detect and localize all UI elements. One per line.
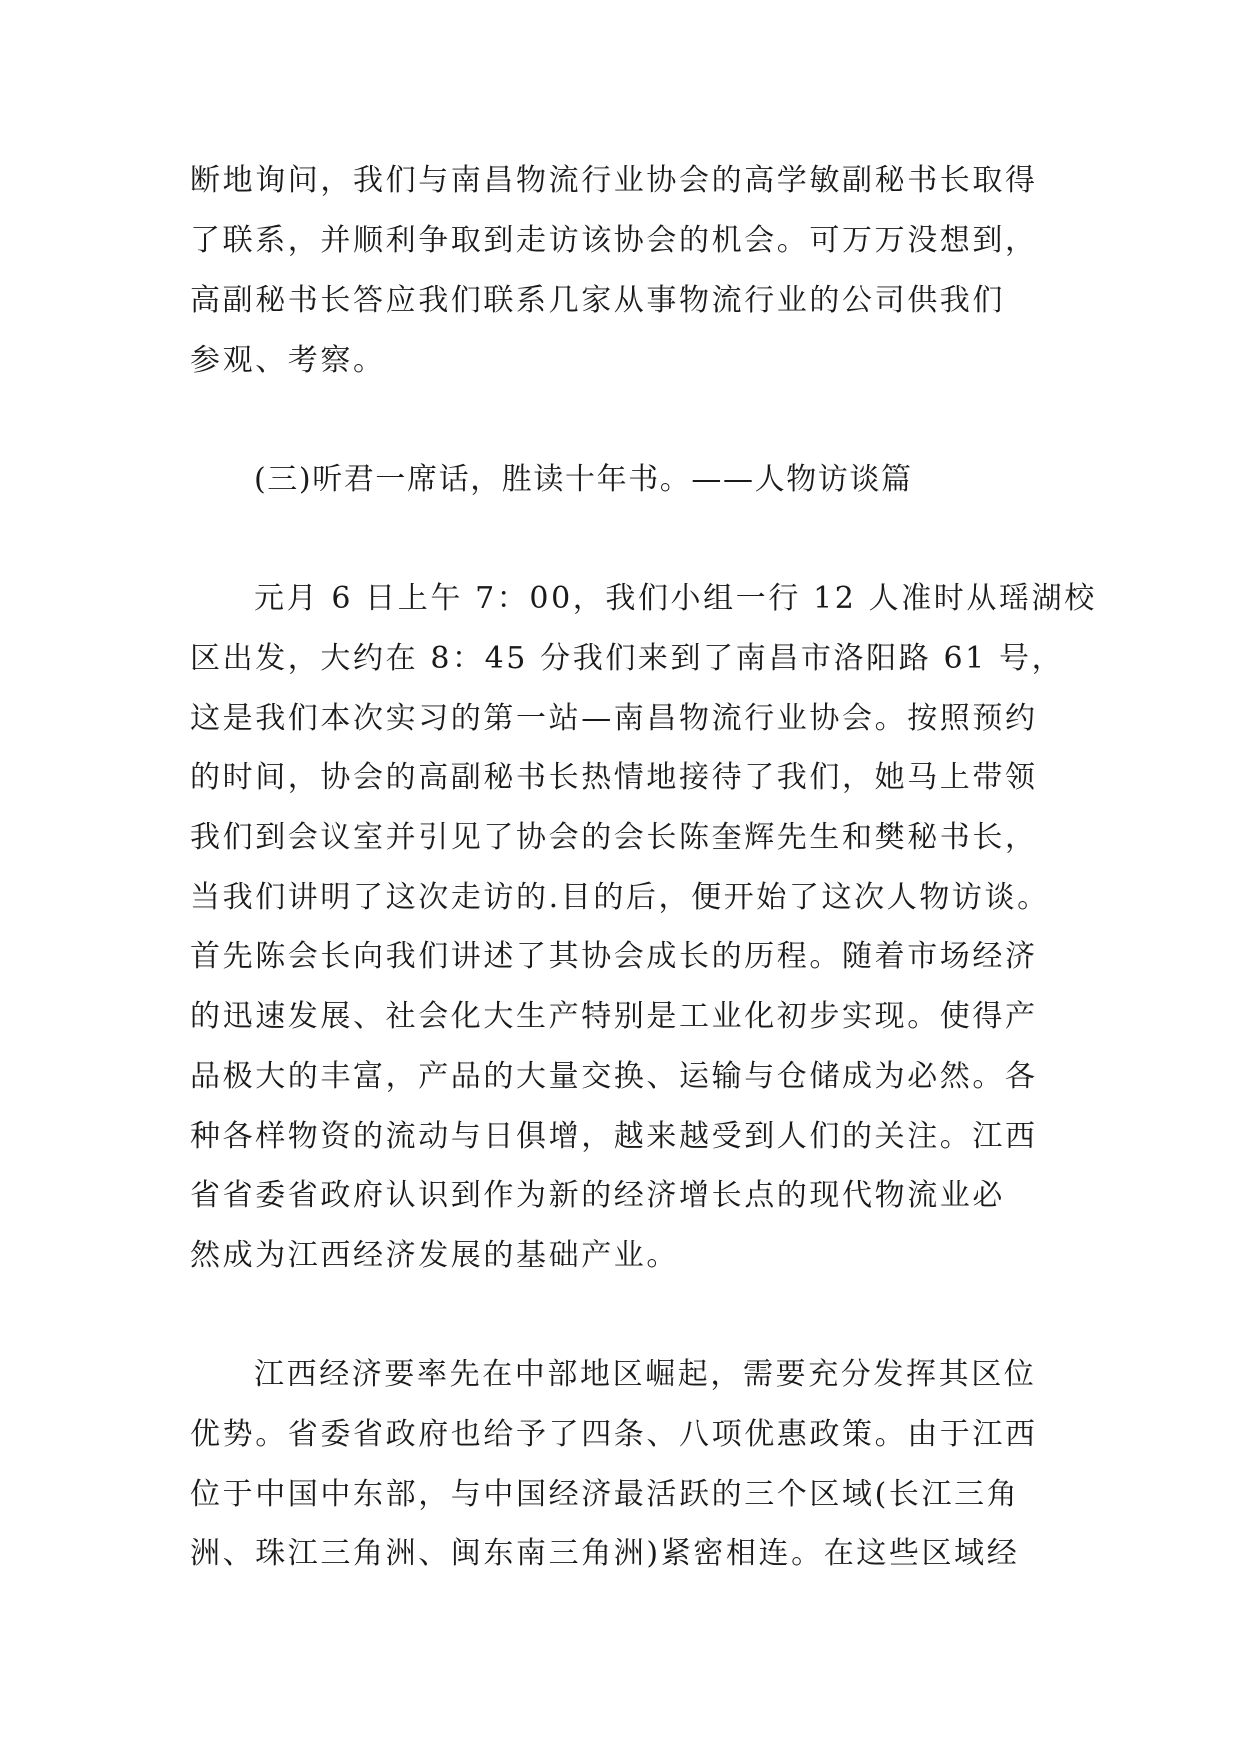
paragraph-line: 我们到会议室并引见了协会的会长陈奎辉先生和樊秘书长， (190, 820, 1038, 855)
paragraph-line: 参观、考察。 (190, 343, 386, 378)
paragraph-line: 断地询问，我们与南昌物流行业协会的高学敏副秘书长取得 (190, 163, 1038, 198)
paragraph-line: 位于中国中东部，与中国经济最活跃的三个区域(长江三角 (190, 1477, 1020, 1512)
paragraph-line: 了联系，并顺利争取到走访该协会的机会。可万万没想到， (190, 223, 1038, 258)
paragraph-line: 品极大的丰富，产品的大量交换、运输与仓储成为必然。各 (190, 1059, 1038, 1094)
paragraph-line: 优势。省委省政府也给予了四条、八项优惠政策。由于江西 (190, 1417, 1038, 1452)
paragraph-line: 的时间，协会的高副秘书长热情地接待了我们，她马上带领 (190, 760, 1038, 795)
paragraph-line: 江西经济要率先在中部地区崛起，需要充分发挥其区位 (254, 1357, 1037, 1392)
section-heading: (三)听君一席话，胜读十年书。——人物访谈篇 (254, 462, 913, 497)
paragraph-line: 然成为江西经济发展的基础产业。 (190, 1238, 679, 1273)
paragraph-line: 种各样物资的流动与日俱增，越来越受到人们的关注。江西 (190, 1119, 1038, 1154)
paragraph-line: 首先陈会长向我们讲述了其协会成长的历程。随着市场经济 (190, 939, 1038, 974)
paragraph-line: 的迅速发展、社会化大生产特别是工业化初步实现。使得产 (190, 999, 1038, 1034)
paragraph-line: 洲、珠江三角洲、闽东南三角洲)紧密相连。在这些区域经 (190, 1536, 1020, 1571)
paragraph-line: 这是我们本次实习的第一站—南昌物流行业协会。按照预约 (190, 701, 1038, 736)
paragraph-line: 区出发，大约在 8：45 分我们来到了南昌市洛阳路 61 号， (190, 641, 1065, 676)
paragraph-line: 元月 6 日上午 7：00，我们小组一行 12 人准时从瑶湖校 (254, 581, 1097, 616)
paragraph-line: 当我们讲明了这次走访的.目的后，便开始了这次人物访谈。 (190, 880, 1050, 915)
paragraph-line: 高副秘书长答应我们联系几家从事物流行业的公司供我们 (190, 283, 1005, 318)
paragraph-line: 省省委省政府认识到作为新的经济增长点的现代物流业必 (190, 1178, 1005, 1213)
